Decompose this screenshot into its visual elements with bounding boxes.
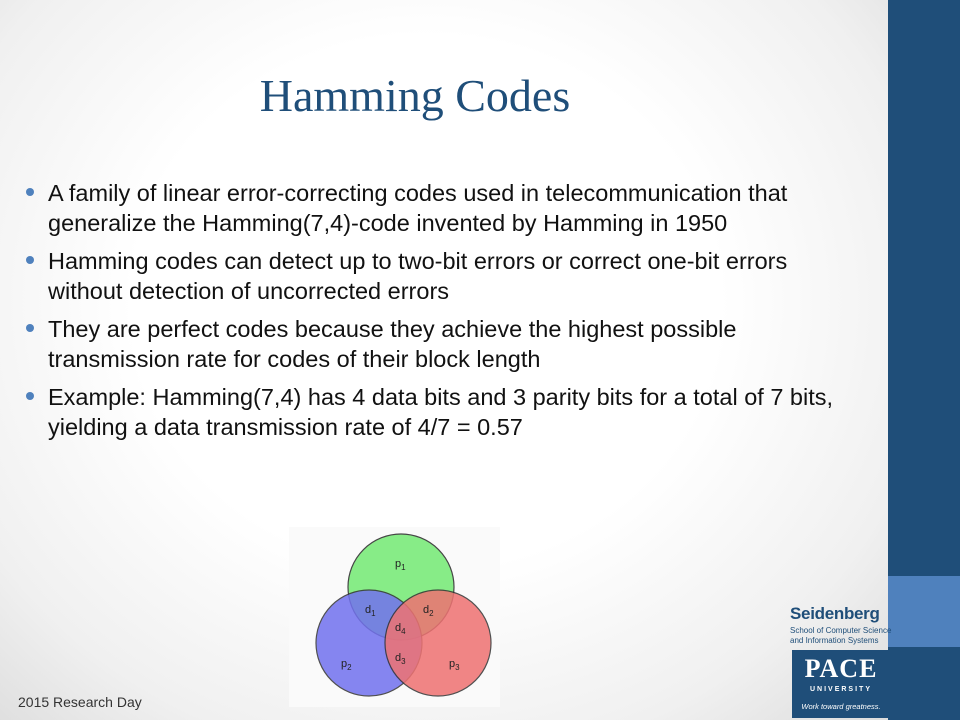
label-p2: $p_2$ [341,658,352,672]
label-d2: $d_2$ [423,604,434,618]
label-d1: $d_1$ [365,604,376,618]
bullet-icon [26,324,34,332]
pace-tagline: Work toward greatness. [801,702,881,711]
bullet-text: Example: Hamming(7,4) has 4 data bits and 3 parity bits for a total of 7 bits, yielding a data transmission rate of 4/7 = 0.57 [48,384,834,440]
bullet-text: Hamming codes can detect up to two-bit errors or correct one-bit errors without detection of uncorrected errors [48,248,788,304]
bullet-list [26,178,866,450]
bullet-icon [26,256,34,264]
pace-wordmark: PACE [804,654,878,683]
logo-school-line2: and Information Systems [790,636,879,645]
bullet-text: A family of linear error-correcting codes used in telecommunication that generalize the Hamming(7,4)-code invented by Hamming in 1950 [48,180,788,236]
label-d3: $d_3$ [395,652,406,666]
slide-title: Hamming Codes [259,70,571,121]
bullet-item [26,246,866,306]
label-p1: $p_1$ [395,558,406,572]
pace-logo [792,650,890,718]
label-d4: $d_4$ [395,622,406,636]
bullet-text: They are perfect codes because they achieve the highest possible transmission rate for codes of their block length [48,316,737,372]
bullet-item [26,382,866,442]
bullet-icon [26,392,34,400]
logo-name: Seidenberg [790,604,880,623]
pace-university: UNIVERSITY [809,686,872,693]
logo-school [790,626,894,646]
logo-school-line1: School of Computer Science [790,626,892,635]
bullet-item [26,178,866,238]
seidenberg-pace-logo [782,604,892,720]
side-accent-band [888,576,960,647]
bullet-item [26,314,866,374]
bullet-icon [26,188,34,196]
label-p3: $p_3$ [449,658,460,672]
footer-text: 2015 Research Day [18,694,142,710]
circle-p3 [385,590,491,696]
venn-diagram [289,527,500,707]
